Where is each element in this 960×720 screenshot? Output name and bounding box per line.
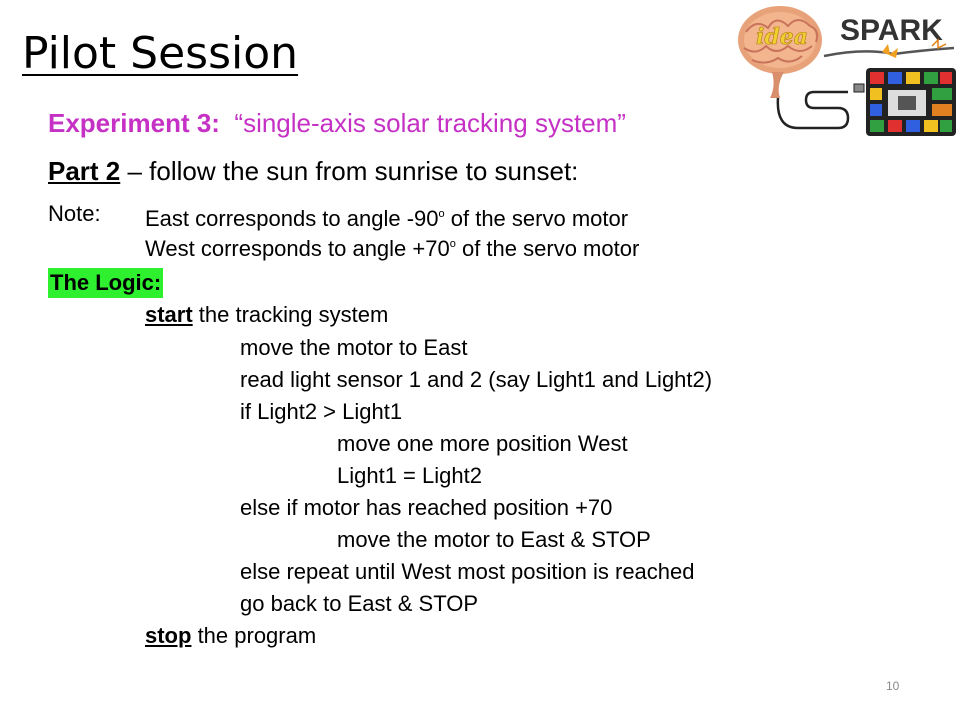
start-keyword: start	[145, 302, 193, 327]
logic-start-line: start the tracking system	[145, 302, 389, 327]
logic-line: else if motor has reached position +70	[240, 495, 613, 520]
circuit-board-icon	[866, 68, 956, 136]
experiment-label: Experiment 3:	[48, 108, 220, 138]
part-heading	[48, 154, 578, 188]
logic-line: move the motor to East & STOP	[337, 527, 651, 552]
logic-line: else repeat until West most position is reached	[240, 559, 695, 584]
logic-line: move one more position West	[337, 431, 628, 456]
experiment-title: “single-axis solar tracking system”	[234, 108, 626, 138]
logic-line: move the motor to East	[240, 335, 468, 360]
logic-line: Light1 = Light2	[337, 463, 482, 488]
degree-symbol: o	[449, 238, 456, 250]
logic-line: if Light2 > Light1	[240, 399, 403, 424]
part-description: – follow the sun from sunrise to sunset:	[127, 156, 579, 186]
logic-heading: The Logic:	[48, 268, 163, 298]
logic-line: go back to East & STOP	[240, 591, 479, 616]
logic-line: read light sensor 1 and 2 (say Light1 and Light2)	[240, 367, 713, 392]
page-number: 10	[886, 679, 900, 693]
brain-icon	[738, 6, 822, 98]
note-line-east: East corresponds to angle -90$^o$ of the servo motor	[145, 206, 629, 231]
logic-stop-line: stop the program	[145, 623, 317, 648]
degree-symbol: o	[438, 208, 445, 220]
stop-keyword: stop	[145, 623, 192, 648]
svg-text:idea: idea	[756, 24, 808, 50]
svg-text:SPARK: SPARK	[840, 14, 943, 47]
part-label: Part 2	[48, 156, 121, 186]
spark-logo	[732, 2, 958, 138]
note-label: Note:	[48, 201, 101, 226]
note-line-west: West corresponds to angle $+70^o$ of the servo motor	[145, 236, 640, 261]
experiment-heading	[48, 106, 626, 140]
slide-title: Pilot Session	[22, 28, 299, 79]
